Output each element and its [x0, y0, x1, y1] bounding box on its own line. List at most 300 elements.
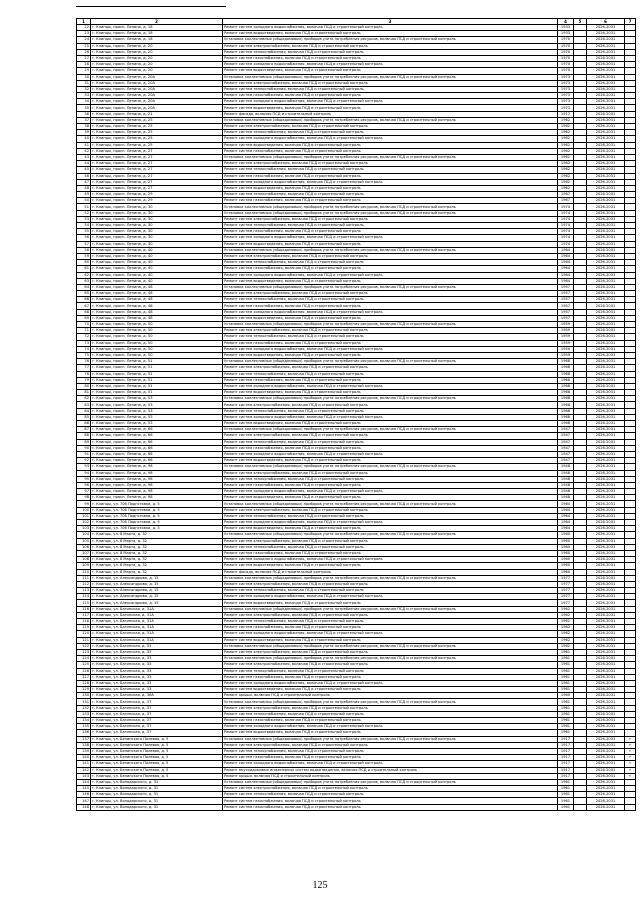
- year-cell: 1960: [558, 693, 574, 699]
- row-number-cell: 131: [77, 699, 91, 705]
- period-cell: 2026-2031: [587, 31, 625, 37]
- address-cell: г. Клинцы, просп. Ленина, д. 30: [91, 210, 223, 216]
- work-type-cell: Ремонт систем газоснабжения, включая ПСД и строительный контроль: [223, 148, 558, 154]
- address-cell: г. Клинцы, ул. Белинского Полевая, д. 5: [91, 748, 223, 754]
- address-cell: г. Клинцы, просп. Ленина, д. 66: [91, 439, 223, 445]
- row-number-cell: 105: [77, 538, 91, 544]
- year-cell: 1957: [558, 284, 574, 290]
- col-7-cell: +: [625, 748, 636, 754]
- work-type-cell: Ремонт систем газоснабжения, включая ПСД и строительный контроль: [223, 755, 558, 761]
- period-cell: 2026-2031: [587, 74, 625, 80]
- row-number-cell: 129: [77, 687, 91, 693]
- year-cell: 1964: [558, 507, 574, 513]
- year-cell: 1961: [558, 730, 574, 736]
- year-cell: 1961: [558, 699, 574, 705]
- work-type-cell: Ремонт систем холодного водоснабжения, включая ПСД и строительный контроль: [223, 594, 558, 600]
- header-col-6: 6: [587, 19, 625, 25]
- year-cell: 1961: [558, 668, 574, 674]
- row-number-cell: 57: [77, 241, 91, 247]
- row-number-cell: 125: [77, 662, 91, 668]
- work-type-cell: Ремонт систем холодного водоснабжения, включая ПСД и строительный контроль: [223, 489, 558, 495]
- address-cell: г. Клинцы, просп. Ленина, д. 50: [91, 346, 223, 352]
- period-cell: 2026-2031: [587, 62, 625, 68]
- address-cell: г. Клинцы, просп. Ленина, д. 21: [91, 111, 223, 117]
- address-cell: г. Клинцы, просп. Ленина, д. 20А: [91, 93, 223, 99]
- work-type-cell: Ремонт систем газоснабжения, включая ПСД и строительный контроль: [223, 340, 558, 346]
- period-cell: 2026-2031: [587, 588, 625, 594]
- row-number-cell: 113: [77, 588, 91, 594]
- address-cell: г. Клинцы, ул. 706 Подготовки, д. 5: [91, 501, 223, 507]
- year-cell: 1962: [558, 148, 574, 154]
- address-cell: г. Клинцы, ул. Багинская, д. 37: [91, 718, 223, 724]
- work-type-cell: Ремонт систем теплоснабжения, включая ПСД и строительный контроль: [223, 167, 558, 173]
- period-cell: 2026-2031: [587, 359, 625, 365]
- year-cell: 1957: [558, 309, 574, 315]
- work-type-cell: Ремонт систем теплоснабжения, включая ПСД и строительный контроль: [223, 49, 558, 55]
- year-cell: 1973: [558, 105, 574, 111]
- address-cell: г. Клинцы, просп. Ленина, д. 98: [91, 489, 223, 495]
- work-type-cell: Ремонт систем водоотведения, включая ПСД и строительный контроль: [223, 730, 558, 736]
- year-cell: 1961: [558, 649, 574, 655]
- period-cell: 2026-2031: [587, 253, 625, 259]
- address-cell: г. Клинцы, ул. Белинского Полевая, д. 5: [91, 773, 223, 779]
- address-cell: г. Клинцы, ул. Багинская, д. 33: [91, 674, 223, 680]
- period-cell: 2026-2031: [587, 216, 625, 222]
- period-cell: 2026-2031: [587, 365, 625, 371]
- period-cell: 2026-2031: [587, 396, 625, 402]
- year-cell: 1964: [558, 526, 574, 532]
- year-cell: 1970: [558, 43, 574, 49]
- row-number-cell: 76: [77, 359, 91, 365]
- work-type-cell: Установка коллективных (общедомовых) приборов учета потребления ресурсов, включая ПСД и строительный контроль: [223, 464, 558, 470]
- row-number-cell: 58: [77, 247, 91, 253]
- row-number-cell: 117: [77, 612, 91, 618]
- work-type-cell: Ремонт систем теплоснабжения, включая ПСД и строительный контроль: [223, 192, 558, 198]
- period-cell: 2026-2031: [587, 185, 625, 191]
- year-cell: 1933: [558, 31, 574, 37]
- period-cell: 2026-2031: [587, 315, 625, 321]
- address-cell: г. Клинцы, просп. Ленина, д. 40: [91, 278, 223, 284]
- period-cell: 2026-2031: [587, 526, 625, 532]
- period-cell: 2026-2031: [587, 482, 625, 488]
- address-cell: г. Клинцы, ул. 8 Марта, д. 32: [91, 563, 223, 569]
- address-cell: г. Клинцы, ул. Белинского Полевая, д. 5: [91, 767, 223, 773]
- row-number-cell: 121: [77, 637, 91, 643]
- year-cell: 1964: [558, 266, 574, 272]
- work-type-cell: Ремонт систем газоснабжения, включая ПСД и строительный контроль: [223, 674, 558, 680]
- work-type-cell: Ремонт систем газоснабжения, включая ПСД и строительный контроль: [223, 718, 558, 724]
- period-cell: 2026-2031: [587, 532, 625, 538]
- year-cell: 1962: [558, 173, 574, 179]
- work-type-cell: Ремонт систем газоснабжения, включая ПСД и строительный контроль: [223, 482, 558, 488]
- period-cell: 2026-2031: [587, 377, 625, 383]
- year-cell: 1964: [558, 513, 574, 519]
- period-cell: 2026-2031: [587, 433, 625, 439]
- work-type-cell: Установка коллективных (общедомовых) приборов учета потребления ресурсов, включая ПСД и строительный контроль: [223, 359, 558, 365]
- address-cell: г. Клинцы, ул. Багинская, д. 33: [91, 687, 223, 693]
- period-cell: 2026-2031: [587, 334, 625, 340]
- year-cell: 1948: [558, 464, 574, 470]
- address-cell: г. Клинцы, просп. Ленина, д. 51: [91, 365, 223, 371]
- work-type-cell: Ремонт систем водоотведения, включая ПСД и строительный контроль: [223, 105, 558, 111]
- address-cell: г. Клинцы, просп. Ленина, д. 29: [91, 198, 223, 204]
- work-type-cell: Ремонт систем электроснабжения, включая ПСД и строительный контроль: [223, 253, 558, 259]
- period-cell: 2026-2031: [587, 458, 625, 464]
- year-cell: 1959: [558, 340, 574, 346]
- table-row: [77, 804, 636, 810]
- work-type-cell: Ремонт систем водоотведения, включая ПСД и строительный контроль: [223, 142, 558, 148]
- row-number-cell: 95: [77, 476, 91, 482]
- period-cell: 2026-2031: [587, 755, 625, 761]
- work-type-cell: Ремонт систем водоотведения, включая ПСД и строительный контроль: [223, 278, 558, 284]
- address-cell: г. Клинцы, просп. Ленина, д. 27: [91, 148, 223, 154]
- address-cell: г. Клинцы, просп. Ленина, д. 40: [91, 272, 223, 278]
- address-cell: г. Клинцы, ул. 706 Подготовки, д. 5: [91, 507, 223, 513]
- row-number-cell: 96: [77, 482, 91, 488]
- row-number-cell: 82: [77, 396, 91, 402]
- address-cell: г. Клинцы, ул. 8 Марта, д. 32: [91, 532, 223, 538]
- work-type-cell: Ремонт систем холодного водоснабжения, включая ПСД и строительный контроль: [223, 346, 558, 352]
- period-cell: 2026-2031: [587, 680, 625, 686]
- row-number-cell: 33: [77, 93, 91, 99]
- year-cell: 1962: [558, 161, 574, 167]
- work-type-cell: Ремонт систем теплоснабжения, включая ПСД и строительный контроль: [223, 371, 558, 377]
- period-cell: 2026-2031: [587, 297, 625, 303]
- address-cell: г. Клинцы, просп. Ленина, д. 48: [91, 284, 223, 290]
- work-type-cell: Установка коллективных (общедомовых) приборов учета потребления ресурсов, включая ПСД и строительный контроль: [223, 154, 558, 160]
- address-cell: г. Клинцы, просп. Ленина, д. 98: [91, 482, 223, 488]
- work-type-cell: Ремонт систем теплоснабжения, включая ПСД и строительный контроль: [223, 86, 558, 92]
- address-cell: г. Клинцы, просп. Ленина, д. 18: [91, 25, 223, 31]
- address-cell: г. Клинцы, ул. Александрова, д. 15: [91, 588, 223, 594]
- address-cell: г. Клинцы, просп. Ленина, д. 66: [91, 433, 223, 439]
- year-cell: 1961: [558, 680, 574, 686]
- row-number-cell: 34: [77, 99, 91, 105]
- period-cell: 2026-2031: [587, 235, 625, 241]
- work-type-cell: Ремонт крыши, включая ПСД и строительный контроль: [223, 693, 558, 699]
- row-number-cell: 114: [77, 594, 91, 600]
- row-number-cell: 134: [77, 718, 91, 724]
- period-cell: 2026-2031: [587, 421, 625, 427]
- year-cell: 1961: [558, 724, 574, 730]
- period-cell: 2026-2031: [587, 507, 625, 513]
- address-cell: г. Клинцы, ул. 8 Марта, д. 32: [91, 550, 223, 556]
- address-cell: г. Клинцы, ул. Багинская, д. 31А: [91, 637, 223, 643]
- year-cell: 1973: [558, 74, 574, 80]
- address-cell: г. Клинцы, ул. Багинская, д. 33: [91, 649, 223, 655]
- year-cell: 1960: [558, 569, 574, 575]
- year-cell: 1957: [558, 303, 574, 309]
- year-cell: 1968: [558, 359, 574, 365]
- year-cell: 1961: [558, 718, 574, 724]
- year-cell: 1917: [558, 748, 574, 754]
- row-number-cell: 73: [77, 340, 91, 346]
- work-type-cell: Ремонт систем холодного водоснабжения, включая ПСД и строительный контроль: [223, 414, 558, 420]
- work-type-cell: Ремонт систем водоотведения, включая ПСД и строительный контроль: [223, 687, 558, 693]
- work-type-cell: Установка коллективных (общедомовых) приборов учета потребления ресурсов, включая ПСД и строительный контроль: [223, 736, 558, 742]
- year-cell: 1967: [558, 192, 574, 198]
- row-number-cell: 23: [77, 31, 91, 37]
- year-cell: 1962: [558, 179, 574, 185]
- period-cell: 2026-2031: [587, 699, 625, 705]
- work-type-cell: Ремонт систем теплоснабжения, включая ПСД и строительный контроль: [223, 260, 558, 266]
- period-cell: 2026-2031: [587, 192, 625, 198]
- address-cell: г. Клинцы, просп. Ленина, д. 30: [91, 223, 223, 229]
- row-number-cell: 136: [77, 730, 91, 736]
- year-cell: 1960: [558, 544, 574, 550]
- period-cell: 2026-2031: [587, 544, 625, 550]
- period-cell: 2026-2031: [587, 643, 625, 649]
- work-type-cell: Ремонт систем газоснабжения, включая ПСД и строительный контроль: [223, 93, 558, 99]
- row-number-cell: 147: [77, 798, 91, 804]
- year-cell: 1959: [558, 352, 574, 358]
- work-type-cell: Ремонт систем холодного водоснабжения, включая ПСД и строительный контроль: [223, 631, 558, 637]
- address-cell: г. Клинцы, просп. Ленина, д. 25: [91, 130, 223, 136]
- address-cell: г. Клинцы, просп. Ленина, д. 30: [91, 235, 223, 241]
- row-number-cell: 100: [77, 507, 91, 513]
- address-cell: г. Клинцы, просп. Ленина, д. 53: [91, 408, 223, 414]
- year-cell: 1959: [558, 334, 574, 340]
- row-number-cell: 44: [77, 161, 91, 167]
- year-cell: 1968: [558, 365, 574, 371]
- work-type-cell: Ремонт систем водоотведения, включая ПСД и строительный контроль: [223, 68, 558, 74]
- repair-schedule-table: [76, 18, 636, 811]
- address-cell: г. Клинцы, просп. Ленина, д. 48: [91, 297, 223, 303]
- work-type-cell: Установка коллективных (общедомовых) приборов учета потребления ресурсов, включая ПСД и строительный контроль: [223, 117, 558, 123]
- work-type-cell: Установка коллективных (общедомовых) приборов учета потребления ресурсов, включая ПСД и строительный контроль: [223, 606, 558, 612]
- year-cell: 1948: [558, 495, 574, 501]
- work-type-cell: Ремонт систем газоснабжения, включая ПСД и строительный контроль: [223, 550, 558, 556]
- period-cell: 2026-2031: [587, 223, 625, 229]
- row-number-cell: 142: [77, 767, 91, 773]
- address-cell: г. Клинцы, ул. 8 Марта, д. 32: [91, 557, 223, 563]
- period-cell: 2026-2031: [587, 538, 625, 544]
- row-number-cell: 63: [77, 278, 91, 284]
- row-number-cell: 120: [77, 631, 91, 637]
- row-number-cell: 145: [77, 786, 91, 792]
- work-type-cell: Ремонт систем холодного водоснабжения, включая ПСД и строительный контроль: [223, 309, 558, 315]
- row-number-cell: 104: [77, 532, 91, 538]
- period-cell: 2026-2031: [587, 786, 625, 792]
- work-type-cell: Установка коллективных (общедомовых) приборов учета потребления ресурсов, включая ПСД и строительный контроль: [223, 643, 558, 649]
- work-type-cell: Ремонт систем теплоснабжения, включая ПСД и строительный контроль: [223, 619, 558, 625]
- year-cell: 1959: [558, 322, 574, 328]
- address-cell: г. Клинцы, просп. Ленина, д. 98: [91, 495, 223, 501]
- year-cell: 1962: [558, 643, 574, 649]
- col-5-cell: [574, 804, 587, 810]
- period-cell: 2026-2031: [587, 581, 625, 587]
- year-cell: 1977: [558, 594, 574, 600]
- row-number-cell: 64: [77, 284, 91, 290]
- period-cell: 2026-2031: [587, 198, 625, 204]
- period-cell: 2026-2031: [587, 43, 625, 49]
- period-cell: 2026-2031: [587, 520, 625, 526]
- header-col-5: 5: [574, 19, 587, 25]
- period-cell: 2026-2031: [587, 557, 625, 563]
- row-number-cell: 60: [77, 260, 91, 266]
- period-cell: 2026-2031: [587, 278, 625, 284]
- address-cell: г. Клинцы, ул. Белинского Полевая, д. 5: [91, 755, 223, 761]
- year-cell: 1962: [558, 117, 574, 123]
- address-cell: г. Клинцы, ул. Белинского Полевая, д. 5: [91, 742, 223, 748]
- period-cell: 2026-2031: [587, 328, 625, 334]
- work-type-cell: Ремонт систем холодного водоснабжения, включая ПСД и строительный контроль: [223, 136, 558, 142]
- work-type-cell: Ремонт систем теплоснабжения, включая ПСД и строительный контроль: [223, 297, 558, 303]
- row-number-cell: 115: [77, 600, 91, 606]
- work-type-cell: Ремонт систем водоотведения, включая ПСД и строительный контроль: [223, 352, 558, 358]
- row-number-cell: 67: [77, 303, 91, 309]
- work-type-cell: Ремонт систем электроснабжения, включая ПСД и строительный контроль: [223, 581, 558, 587]
- address-cell: г. Клинцы, ул. Александрова, д. 15: [91, 600, 223, 606]
- year-cell: 1962: [558, 167, 574, 173]
- year-cell: 1964: [558, 247, 574, 253]
- period-cell: 2026-2031: [587, 229, 625, 235]
- row-number-cell: 51: [77, 204, 91, 210]
- work-type-cell: Ремонт систем газоснабжения, включая ПСД и строительный контроль: [223, 173, 558, 179]
- period-cell: 2026-2031: [587, 371, 625, 377]
- work-type-cell: Ремонт внутридомовых инженерных систем водоотведения, включая ПСД и строительный контроль: [223, 767, 558, 773]
- work-type-cell: Установка коллективных (общедомовых) приборов учета потребления ресурсов, включая ПСД и строительный контроль: [223, 427, 558, 433]
- period-cell: 2026-2031: [587, 322, 625, 328]
- address-cell: г. Клинцы, просп. Ленина, д. 18: [91, 37, 223, 43]
- address-cell: г. Клинцы, просп. Ленина, д. 50: [91, 352, 223, 358]
- row-number-cell: 80: [77, 383, 91, 389]
- row-number-cell: 86: [77, 421, 91, 427]
- row-number-cell: 141: [77, 761, 91, 767]
- row-number-cell: 85: [77, 414, 91, 420]
- address-cell: г. Клинцы, ул. Александрова, д. 15: [91, 581, 223, 587]
- work-type-cell: Установка коллективных (общедомовых) приборов учета потребления ресурсов, включая ПСД и строительный контроль: [223, 699, 558, 705]
- work-type-cell: Ремонт систем газоснабжения, включая ПСД и строительный контроль: [223, 55, 558, 61]
- work-type-cell: Ремонт систем электроснабжения, включая ПСД и строительный контроль: [223, 291, 558, 297]
- period-cell: 2026-2031: [587, 736, 625, 742]
- row-number-cell: 55: [77, 229, 91, 235]
- row-number-cell: 36: [77, 111, 91, 117]
- row-number-cell: 35: [77, 105, 91, 111]
- row-number-cell: 112: [77, 581, 91, 587]
- year-cell: 1968: [558, 390, 574, 396]
- work-type-cell: Ремонт систем газоснабжения, включая ПСД и строительный контроль: [223, 804, 558, 810]
- address-cell: г. Клинцы, просп. Ленина, д. 98: [91, 464, 223, 470]
- row-number-cell: 93: [77, 464, 91, 470]
- row-number-cell: 31: [77, 80, 91, 86]
- period-cell: 2026-2031: [587, 674, 625, 680]
- work-type-cell: Ремонт систем водоотведения, включая ПСД и строительный контроль: [223, 421, 558, 427]
- address-cell: г. Клинцы, просп. Ленина, д. 27: [91, 173, 223, 179]
- work-type-cell: Ремонт систем теплоснабжения, включая ПСД и строительный контроль: [223, 792, 558, 798]
- period-cell: 2026-2031: [587, 798, 625, 804]
- address-cell: г. Клинцы, просп. Ленина, д. 40: [91, 260, 223, 266]
- row-number-cell: 94: [77, 470, 91, 476]
- row-number-cell: 84: [77, 408, 91, 414]
- work-type-cell: Ремонт систем газоснабжения, включая ПСД и строительный контроль: [223, 303, 558, 309]
- work-type-cell: Ремонт систем газоснабжения, включая ПСД и строительный контроль: [223, 229, 558, 235]
- row-number-cell: 81: [77, 390, 91, 396]
- address-cell: г. Клинцы, ул. Александрова, д. 15: [91, 575, 223, 581]
- work-type-cell: Ремонт систем водоотведения, включая ПСД и строительный контроль: [223, 315, 558, 321]
- work-type-cell: Ремонт систем холодного водоснабжения, включая ПСД и строительный контроль: [223, 557, 558, 563]
- year-cell: 1970: [558, 68, 574, 74]
- page-number: 125: [312, 880, 328, 891]
- work-type-cell: Ремонт систем электроснабжения, включая ПСД и строительный контроль: [223, 538, 558, 544]
- row-number-cell: 24: [77, 37, 91, 43]
- row-number-cell: 103: [77, 526, 91, 532]
- work-type-cell: Ремонт систем электроснабжения, включая ПСД и строительный контроль: [223, 742, 558, 748]
- address-cell: г. Клинцы, просп. Ленина, д. 53: [91, 421, 223, 427]
- year-cell: 1974: [558, 216, 574, 222]
- work-type-cell: Ремонт систем электроснабжения, включая ПСД и строительный контроль: [223, 649, 558, 655]
- period-cell: 2026-2031: [587, 445, 625, 451]
- year-cell: 1948: [558, 482, 574, 488]
- address-cell: г. Клинцы, ул. Багинская, д. 33: [91, 668, 223, 674]
- year-cell: 1948: [558, 489, 574, 495]
- address-cell: г. Клинцы, ул. Багинская, д. 37: [91, 705, 223, 711]
- year-cell: 1917: [558, 773, 574, 779]
- address-cell: г. Клинцы, просп. Ленина, д. 98: [91, 470, 223, 476]
- year-cell: 1960: [558, 557, 574, 563]
- address-cell: г. Клинцы, ул. Белинского Полевая, д. 5: [91, 761, 223, 767]
- address-cell: г. Клинцы, просп. Ленина, д. 48: [91, 291, 223, 297]
- year-cell: 1947: [558, 427, 574, 433]
- row-number-cell: 32: [77, 86, 91, 92]
- address-cell: г. Клинцы, просп. Ленина, д. 53: [91, 396, 223, 402]
- address-cell: г. Клинцы, просп. Ленина, д. 51: [91, 390, 223, 396]
- row-number-cell: 116: [77, 606, 91, 612]
- row-number-cell: 69: [77, 315, 91, 321]
- year-cell: 1959: [558, 328, 574, 334]
- period-cell: 2026-2031: [587, 606, 625, 612]
- work-type-cell: Ремонт систем электроснабжения, включая ПСД и строительный контроль: [223, 161, 558, 167]
- address-cell: г. Клинцы, ул. 8 Марта, д. 32: [91, 544, 223, 550]
- work-type-cell: Ремонт систем газоснабжения, включая ПСД и строительный контроль: [223, 798, 558, 804]
- period-cell: 2026-2031: [587, 161, 625, 167]
- year-cell: 1947: [558, 439, 574, 445]
- year-cell: 1961: [558, 786, 574, 792]
- period-cell: 2026-2031: [587, 291, 625, 297]
- period-cell: 2026-2031: [587, 476, 625, 482]
- row-number-cell: 128: [77, 680, 91, 686]
- year-cell: 1917: [558, 761, 574, 767]
- period-cell: 2026-2031: [587, 136, 625, 142]
- period-cell: 2026-2031: [587, 563, 625, 569]
- year-cell: 1933: [558, 25, 574, 31]
- address-cell: г. Клинцы, ул. 8 Марта, д. 32: [91, 538, 223, 544]
- work-type-cell: Ремонт систем холодного водоснабжения, включая ПСД и строительный контроль: [223, 680, 558, 686]
- address-cell: г. Клинцы, ул. Багинская, д. 31А: [91, 625, 223, 631]
- work-type-cell: Ремонт фасада, включая ПСД и строительный контроль: [223, 569, 558, 575]
- period-cell: 2026-2031: [587, 569, 625, 575]
- row-number-cell: 75: [77, 352, 91, 358]
- row-number-cell: 43: [77, 154, 91, 160]
- year-cell: 1961: [558, 705, 574, 711]
- year-cell: 1961: [558, 798, 574, 804]
- address-cell: г. Клинцы, просп. Ленина, д. 27: [91, 161, 223, 167]
- row-number-cell: 61: [77, 266, 91, 272]
- address-cell: г. Клинцы, просп. Ленина, д. 29: [91, 192, 223, 198]
- year-cell: 1957: [558, 315, 574, 321]
- year-cell: 1964: [558, 278, 574, 284]
- row-number-cell: 110: [77, 569, 91, 575]
- address-cell: г. Клинцы, ул. 706 Подготовки, д. 5: [91, 513, 223, 519]
- work-type-cell: Ремонт систем электроснабжения, включая ПСД и строительный контроль: [223, 328, 558, 334]
- work-type-cell: Ремонт систем газоснабжения, включая ПСД и строительный контроль: [223, 625, 558, 631]
- address-cell: г. Клинцы, ул. Володарского, д. 31: [91, 792, 223, 798]
- period-cell: 2026-2031: [587, 167, 625, 173]
- year-cell: 1962: [558, 124, 574, 130]
- work-type-cell: Ремонт систем холодного водоснабжения, включая ПСД и строительный контроль: [223, 383, 558, 389]
- work-type-cell: Ремонт систем электроснабжения, включая ПСД и строительный контроль: [223, 470, 558, 476]
- address-cell: г. Клинцы, просп. Ленина, д. 40: [91, 253, 223, 259]
